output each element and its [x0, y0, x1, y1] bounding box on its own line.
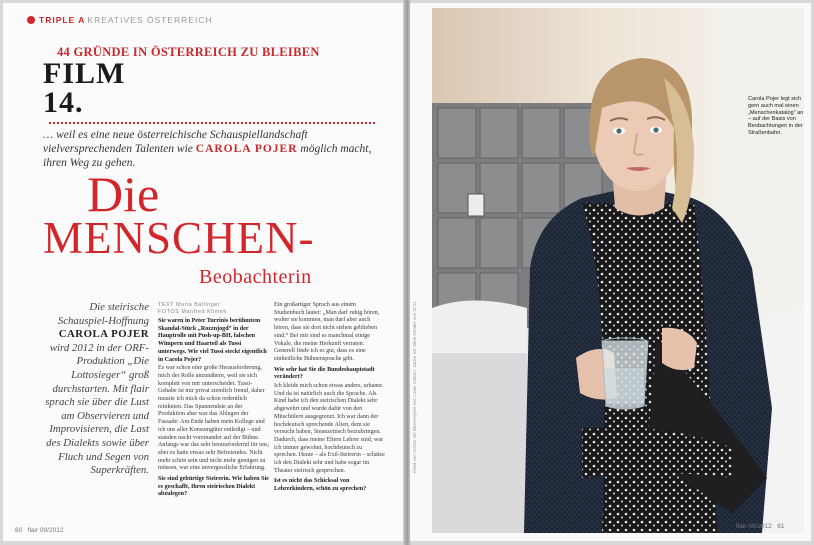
answer: Ein großartiger Spruch aus einem Studienbuch lautet: „Man darf ruhig hören, woher sie kommen, man darf aber auch hören, dass sie dort nicht stehen geblieben sind.“ Bei mir sind es manchmal einige Vokale, die meine Herkunft verraten. Generell finde ich es gut, dass es eine einheitliche Bühnensprache gibt. [274, 302, 380, 362]
section-dot-icon [27, 16, 35, 24]
intro-name: CAROLA POJER [195, 143, 298, 155]
portrait-photo [432, 8, 804, 533]
headline-line-2: MENSCHEN- [43, 213, 315, 263]
folio-right: flair 09/2012 61 [736, 523, 785, 530]
folio-left: 60 flair 09/2012 [15, 527, 64, 534]
category-title [43, 59, 125, 117]
answer: Es war schon eine große Herausforderung, mich der Rolle anzunähern, weil sie sich komplett von mir unterscheidet. Tussi-Gehabe ist mir privat ziemlich fremd, daher musste ich mich da schon ordentlich reinknien. Das Spannendste an der Produktion aber war das Ablegen der Fassade: Am Ende haben mein Kollege und ich uns aller Konsumgüter entledigt – und standen nackt voreinander auf der Bühne. Anfangs war das sehr herausfordernd für uns, aber es hatte etwas sehr Befreiendes. Nicht mehr schön sein und nicht mehr genügen zu müssen, war eine unvergessliche Erfahrung. [158, 365, 270, 472]
headline-line-1: Die [87, 166, 160, 222]
section-label: TRIPLE A KREATIVES ÖSTERREICH [39, 15, 213, 25]
lede-text: Die steirische Schauspiel-Hoffnung CAROLA POJER wird 2012 in der ORF-Produktion „Die Lottosieger“ groß durchstarten. Mit flair sprach sie über die Lust am Observieren und Improvisieren, die Last des Dialekts sowie über Fluch und Segen von Superkräften. [45, 301, 149, 477]
photo-credit-vertical: Kleid von Schön mit Blumenprint von Louis Vuitton, Jacke mit Stick-Details von N°21. [412, 300, 417, 473]
intro-text: … weil es eine neue österreichische Schauspiellandschaft vielversprechenden Talenten wie CAROLA POJER möglich macht, ihren Weg zu gehen. [43, 129, 372, 169]
photo-credit-byline: FOTOS Manfred Klimek [158, 309, 227, 315]
left-page [3, 3, 405, 541]
portrait-illustration [432, 8, 804, 533]
article-column-2 [274, 302, 386, 495]
question: Wie sehr hat Sie die Bundeshauptstadt verändert? [274, 366, 375, 381]
question: Sie sind gebürtige Steirerin. Wie haben Sie es geschafft, Ihren steirischen Dialekt abzulegen? [158, 476, 269, 498]
text-credit: TEXT Maria Ballinger [158, 302, 221, 308]
reason-number: 14. [43, 86, 84, 119]
category-name: FILM [43, 57, 126, 90]
right-page [410, 3, 811, 541]
question: Ist es nicht das Schicksal von Lehrerkindern, schön zu sprechen? [274, 478, 367, 493]
article-column-1 [158, 318, 270, 500]
answer: Ich kleide mich schon etwas anders, urbaner. Und da ist natürlich auch die Sprache. Als Kind habe ich den steirischen Dialekt sehr abgewehrt und wurde dafür von den Mitschülern ausgegrenzt. Ich war dann der hochdeutsch sprechende Alien, dem sie versucht haben, Steanzeitisch beizubringen. Dadurch, dass meine Eltern Lehrer sind, war ich immer gewohnt, hochdeutsch zu sprechen. Heute – als Exil-Steirerin – schätze ich den Dialekt sehr und habe sogar im Theater steirisch gesprochen. [274, 383, 385, 474]
byline [158, 302, 227, 316]
photo-caption: Carola Pojer legt sich gern auch mal einen „Menschenkatalog“ an – auf der Basis von Beobachtungen in der Straßenbahn. [748, 96, 804, 136]
question: Sie waren in Peter Turrinis berühmtem Skandal-Stück „Rozznjogd“ in der Hauptrolle mit Push-up-BH, falschen Wimpern und Haarteil als Tussi unterwegs. Wie viel Tussi steckt eigentlich in Carola Pojer? [158, 318, 267, 363]
kicker: 44 GRÜNDE IN ÖSTERREICH ZU BLEIBEN [57, 45, 320, 59]
dotted-divider [49, 122, 375, 124]
headline-line-3: Beobachterin [199, 266, 312, 288]
lede-name: CAROLA POJER [58, 328, 149, 341]
